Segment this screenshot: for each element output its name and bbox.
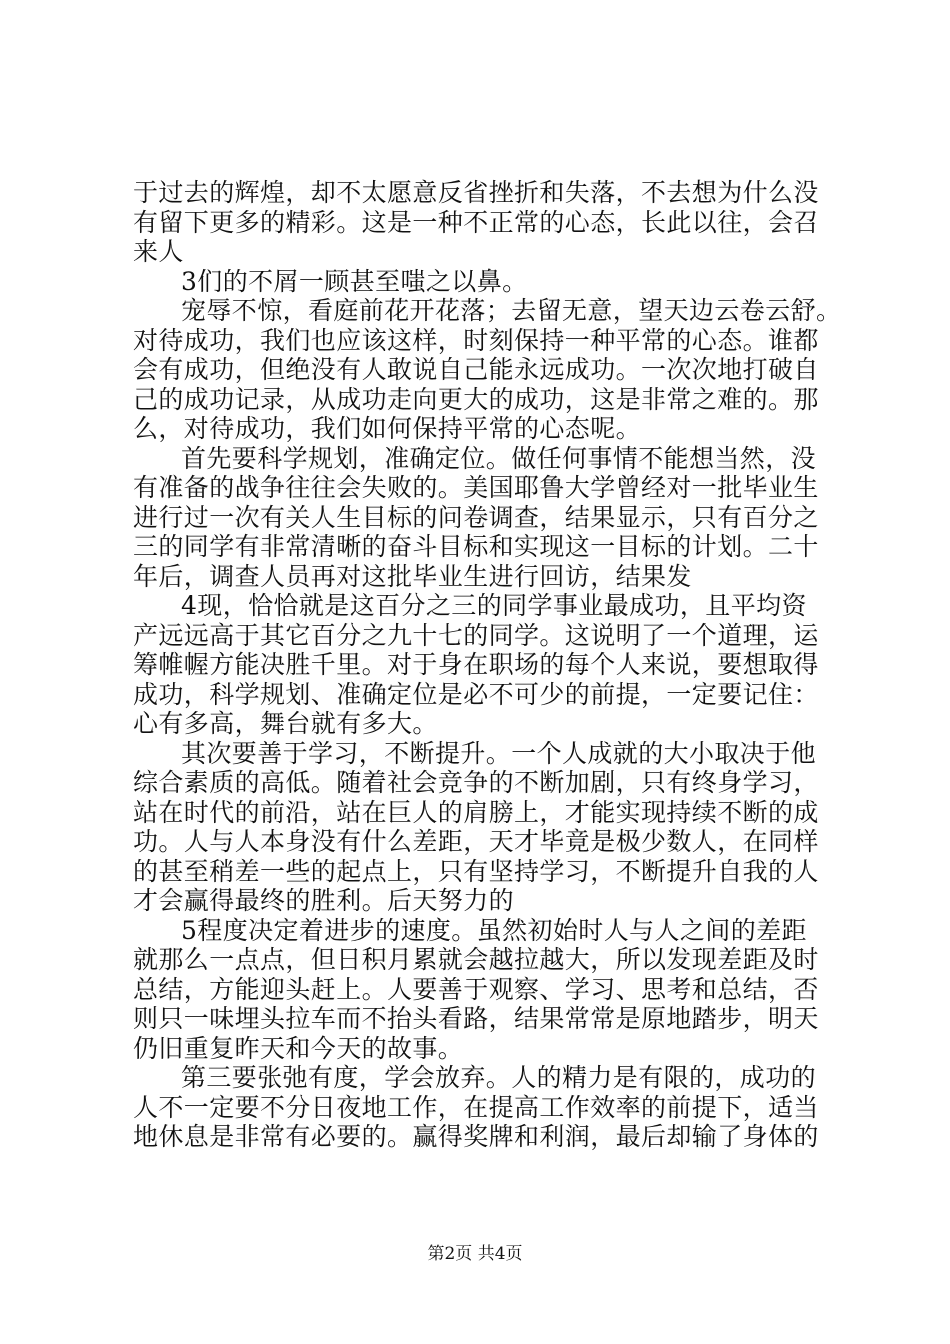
page-number-footer: 第2页 共4页 <box>427 1244 523 1264</box>
text-line: 则只一味埋头拉车而不抬头看路，结果常常是原地踏步，明天 <box>133 1004 819 1033</box>
text-line: 的甚至稍差一些的起点上，只有坚持学习，不断提升自我的人 <box>133 856 819 886</box>
text-line: 产远远高于其它百分之九十七的同学。这说明了一个道理，运 <box>133 620 819 650</box>
text-line: 进行过一次有关人生目标的问卷调查，结果显示，只有百分之 <box>133 502 819 532</box>
text-line: 站在时代的前沿，站在巨人的肩膀上，才能实现持续不断的成 <box>133 797 819 827</box>
text-line: 第三要张弛有度，学会放弃。人的精力是有限的，成功的 <box>181 1063 817 1092</box>
text-line: 于过去的辉煌，却不太愿意反省挫折和失落，不去想为什么没 <box>133 178 819 207</box>
text-line: 就那么一点点，但日积月累就会越拉越大，所以发现差距及时 <box>133 945 819 974</box>
text-line: 成功，科学规划、准确定位是必不可少的前提，一定要记住： <box>133 679 819 709</box>
text-line: 仍旧重复昨天和今天的故事。 <box>133 1033 464 1063</box>
text-line: 人不一定要不分日夜地工作，在提高工作效率的前提下，适当 <box>133 1092 819 1122</box>
text-line: 有留下更多的精彩。这是一种不正常的心态，长此以往，会召 <box>133 207 819 237</box>
text-line: 么，对待成功，我们如何保持平常的心态呢。 <box>133 414 642 443</box>
text-line: 其次要善于学习，不断提升。一个人成就的大小取决于他 <box>181 738 817 768</box>
text-line: 5程度决定着进步的速度。虽然初始时人与人之间的差距 <box>181 915 807 945</box>
text-line: 有准备的战争往往会失败的。美国耶鲁大学曾经对一批毕业生 <box>133 473 819 502</box>
text-line: 总结，方能迎头赶上。人要善于观察、学习、思考和总结，否 <box>133 974 819 1004</box>
text-line: 3们的不屑一顾甚至嗤之以鼻。 <box>181 266 528 296</box>
text-line: 功。人与人本身没有什么差距，天才毕竟是极少数人，在同样 <box>133 827 819 856</box>
text-line: 4现，恰恰就是这百分之三的同学事业最成功，且平均资 <box>181 591 807 620</box>
text-line: 来人 <box>133 237 184 266</box>
text-line: 综合素质的高低。随着社会竞争的不断加剧，只有终身学习， <box>133 768 819 797</box>
text-line: 才会赢得最终的胜利。后天努力的 <box>133 886 515 915</box>
text-line: 对待成功，我们也应该这样，时刻保持一种平常的心态。谁都 <box>133 325 819 355</box>
text-line: 筹帷幄方能决胜千里。对于身在职场的每个人来说，要想取得 <box>133 650 819 679</box>
text-line: 己的成功记录，从成功走向更大的成功，这是非常之难的。那 <box>133 384 819 414</box>
text-line: 地休息是非常有必要的。赢得奖牌和利润，最后却输了身体的 <box>133 1122 819 1151</box>
text-line: 宠辱不惊，看庭前花开花落；去留无意，望天边云卷云舒。 <box>181 296 842 325</box>
text-line: 首先要科学规划，准确定位。做任何事情不能想当然，没 <box>181 443 817 473</box>
text-line: 三的同学有非常清晰的奋斗目标和实现这一目标的计划。二十 <box>133 532 819 561</box>
text-line: 心有多高，舞台就有多大。 <box>133 709 438 738</box>
text-line: 会有成功，但绝没有人敢说自己能永远成功。一次次地打破自 <box>133 355 819 384</box>
document-body <box>133 178 848 1152</box>
text-line: 年后，调查人员再对这批毕业生进行回访，结果发 <box>133 561 692 591</box>
